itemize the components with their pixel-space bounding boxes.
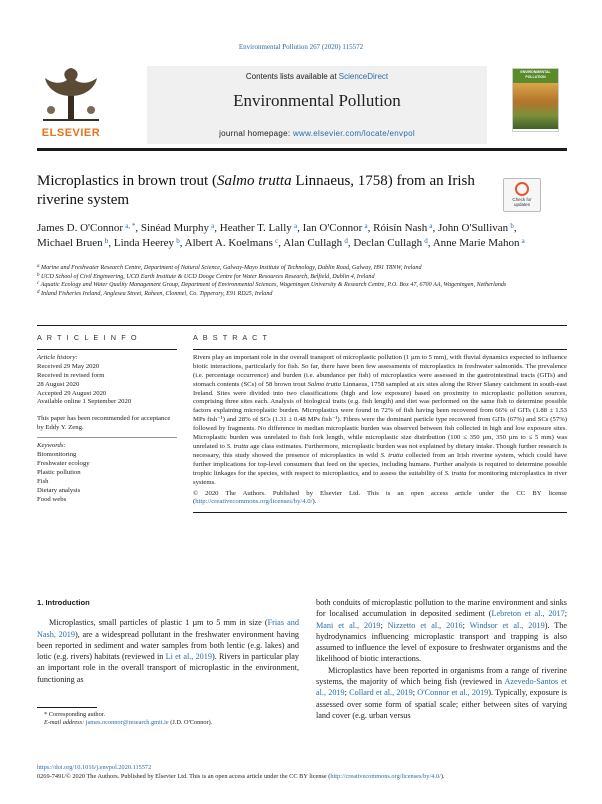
ref-li-link[interactable]: Li et al., 2019 — [165, 652, 212, 662]
author-list: James D. O'Connor $^{a, *}$, Sinéad Murphy $^a$, Heather T. Lally $^a$, Ian O'Connor $^a$, Róisín Nash $^a$, John O'Sullivan $^b$, Michael Bruen $^b$, Linda Heerey $^b$, Albert A. Koelmans $^c$, Alan Cullagh $^d$, Declan Cullagh $^d$, Anne Marie Mahon $^a$ — [37, 222, 525, 249]
keyword[interactable]: Fish — [37, 477, 49, 485]
abstract-species-1: Salmo trutta — [307, 380, 341, 388]
ref-separator: ; — [344, 688, 350, 698]
intro-r1-a: both conduits of microplastic pollution to the marine environment and sinks for localised accumulation in deposited sediment ( — [316, 598, 567, 619]
ref-oconnor-link[interactable]: O'Connor et al., 2019 — [417, 688, 489, 698]
email-label: E-mail address: — [44, 719, 86, 727]
affiliation-marker: a — [37, 264, 40, 269]
homepage-link[interactable]: www.elsevier.com/locate/envpol — [292, 129, 415, 138]
ref-separator: ; — [462, 620, 470, 630]
author-name: Alan Cullagh — [283, 237, 343, 249]
history-item: Received in revised form — [37, 371, 105, 379]
affiliation — [37, 281, 557, 290]
title-species: Salmo trutta — [216, 173, 292, 189]
author[interactable] — [185, 237, 279, 249]
ref-separator: ; — [412, 688, 418, 698]
keywords-label: Keywords: — [37, 442, 66, 450]
keyword[interactable]: Plastic pollution — [37, 468, 81, 476]
journal-title: Environmental Pollution — [233, 91, 401, 110]
keywords-rule — [37, 437, 177, 438]
contents-prefix: Contents lists available at — [245, 72, 339, 81]
introduction-heading: 1. Introduction — [37, 598, 90, 607]
email-line — [44, 719, 284, 727]
abstract-text-1: Rivers play an important role in the overall transport of microplastic pollution (1 µm to 5 mm), with fluvial dynamics expected to influence biotic interactions, particularly for fish. So far, there have been few assessments of microplastics in freshwater salmonids. The prevalence (i.e. percentage occurrence) and burden (i.e. abundance per fish) of microplastics were assessed in the gastrointestinal tracts (GITs) and stomach contents (SCs) of 58 brown trout — [193, 353, 567, 388]
intro-p1-b: ), are a widespread pollutant in the freshwater environment having been reported in sediment and water samples from both lentic (e.g. lakes) and lotic (e.g. rivers) habitats (reviewed in — [37, 629, 300, 662]
ref-azevedo-santos-link[interactable]: Azevedo-Santos et al., 2019 — [316, 677, 567, 698]
journal-cover-image[interactable] — [512, 68, 559, 132]
abstract-text-3: age class estimates. Furthermore, microplastic burden was not explained by dietary intake. Though further research is necessary, this study showed the presence of microplastics in wild — [193, 442, 567, 459]
abstract-species-2: S. trutta — [226, 442, 249, 450]
cover-art — [513, 83, 558, 129]
author-affiliation-marker[interactable]: d — [344, 237, 348, 245]
journal-citation[interactable]: Environmental Pollution 267 (2020) 115572 — [238, 43, 364, 51]
elsevier-wordmark: ELSEVIER — [41, 127, 101, 139]
page-footer — [37, 764, 567, 781]
author-name: Declan Cullagh — [353, 237, 423, 249]
author-affiliation-marker[interactable]: d — [424, 237, 428, 245]
affiliation-text: UCD School of Civil Engineering, UCD Earth Institute & UCD Dooge Centre for Water Resources Research, Belfield, Dublin 4, Ireland — [41, 273, 375, 280]
author-name: Ian O'Connor — [302, 222, 363, 234]
author-name: James D. O'Connor — [37, 222, 124, 234]
abstract-species-4: S. trutta — [444, 469, 467, 477]
license-prefix: © 2020 The Authors. Published by Elsevier Ltd. This is an open access article under the CC BY license ( — [193, 489, 567, 506]
author[interactable] — [220, 222, 297, 234]
keyword[interactable]: Dietary analysis — [37, 486, 81, 494]
keyword[interactable]: Biomonitoring — [37, 451, 77, 459]
check-updates-label: Check for updates — [512, 197, 532, 207]
abstract-rule — [193, 349, 567, 350]
author-affiliation-marker[interactable]: b — [510, 222, 514, 230]
author-name: Heather T. Lally — [219, 222, 292, 234]
ref-lebreton-link[interactable]: Lebreton et al., 2017 — [491, 609, 565, 619]
affiliation-marker: b — [37, 272, 40, 278]
history-label: Article history: — [37, 353, 78, 361]
article-info-heading: A R T I C L E I N F O — [37, 333, 139, 342]
author-name: Michael Bruen — [37, 237, 103, 249]
affiliation — [37, 290, 557, 299]
abstract-heading: A B S T R A C T — [193, 333, 269, 342]
license-link[interactable]: http://creativecommons.org/licenses/by/4.0/ — [195, 498, 313, 506]
ref-separator: ; — [564, 609, 567, 619]
body-column-left — [37, 597, 299, 685]
article-title — [37, 172, 477, 210]
affiliation — [37, 273, 557, 282]
author[interactable] — [303, 222, 368, 234]
author-affiliation-marker[interactable]: b — [104, 237, 109, 245]
corresponding-author-note: * Corresponding author. — [44, 711, 106, 718]
doi-link[interactable]: https://doi.org/10.1016/j.envpol.2020.115572 — [37, 764, 152, 771]
author-name: Anne Marie Mahon — [432, 237, 520, 249]
affiliation-text: Aquatic Ecology and Water Quality Management Group, Department of Environmental Sciences, Wageningen University & Research Centre, P.O. Box 47, 6700 AA, Wageningen, Netherlands — [40, 282, 507, 289]
intro-r2-b: ). Typically, exposure is assessed over some form of spatial scale; either between sites of varying land cover (e.g. urban versus — [316, 688, 567, 720]
ref-collard-link[interactable]: Collard et al., 2019 — [349, 688, 413, 698]
author-name: Sinéad Murphy — [140, 222, 209, 234]
recommendation-note: This paper has been recommended for acceptance by Eddy Y. Zeng. — [37, 415, 171, 432]
abstract-text-2: Linnaeus, 1758 sampled at six sites along the River Slaney catchment in south-east Ireland. Sites were divided into two classifications (high and low exposure) based on proximity to microplastic pollution sources, comprising three sites each. Analysis of biological traits (e.g. fish length) and diet was performed on the same fish to determine possible factors explaining microplastic burden. Microplastics were found in 72% of fish having been recovered from 66% of GITs (1.88 ± 1.53 MPs fish⁻¹) and 28% of SCs (1.31 ± 0.48 MPs fish⁻¹). Fibres were the dominant particle type recovered from GITs (67%) and SCs (57%) followed by fragments. No difference in median microplastic burden was observed between fish collected in high and low exposure sites. Microplastic burden was unrelated to fish fork length, while microplastic size distribution (100 ≤ 350 µm, 350 µm to ≤ 5 mm) was unrelated to — [193, 380, 567, 450]
author-affiliation-marker[interactable]: a — [293, 222, 298, 230]
homepage-line — [147, 129, 487, 138]
affiliation-list — [37, 264, 557, 298]
article-info-rule — [37, 349, 177, 350]
contents-line — [147, 72, 487, 81]
author[interactable] — [353, 237, 427, 249]
sciencedirect-link[interactable]: ScienceDirect — [338, 72, 389, 81]
ref-windsor-link[interactable]: Windsor et al., 2019 — [469, 620, 545, 630]
email-link[interactable]: james.oconnor@research.gmit.ie — [85, 719, 169, 727]
abstract-text — [193, 354, 567, 488]
abstract-species-3: S. trutta — [380, 451, 404, 459]
intro-r1-b: ). The hydrodynamics influencing microplastic transport and trapping is also assumed to influence the level of exposure to freshwater organisms and the likelihood of biotic interactions. — [316, 620, 567, 664]
author-affiliation-marker[interactable]: a — [211, 222, 215, 230]
author[interactable] — [283, 237, 348, 249]
keyword[interactable]: Food webs — [37, 495, 67, 503]
intro-p1-a: Microplastics, small particles of plastic 1 µm to 5 mm in size ( — [49, 618, 268, 628]
elsevier-tree-icon — [37, 66, 105, 126]
affiliation-text: Marine and Freshwater Research Centre, Department of Natural Science, Galway-Mayo Institute of Technology, Dublin Road, Galway, H91 T8NW, Ireland — [41, 265, 422, 271]
keywords-list — [37, 451, 177, 504]
author-name: John O'Sullivan — [438, 222, 509, 234]
elsevier-logo[interactable] — [37, 66, 105, 144]
history-item: Received 29 May 2020 — [37, 362, 100, 370]
affiliation-text: Inland Fisheries Ireland, Anglesea Street, Raheen, Clonmel, Co. Tipperary, E91 RD25, Ireland — [41, 290, 273, 297]
history-item: Accepted 29 August 2020 — [37, 389, 107, 397]
footnote-rule — [37, 707, 97, 708]
abstract-license — [193, 490, 567, 508]
author-affiliation-marker[interactable]: a — [364, 222, 368, 230]
email-suffix: (J.D. O'Connor). — [168, 719, 213, 727]
footer-license-line — [37, 773, 567, 782]
affiliation-marker: d — [37, 289, 40, 295]
ref-separator: ; — [380, 620, 388, 630]
author-name: Linda Heerey — [113, 237, 175, 249]
author-affiliation-marker[interactable]: a — [521, 237, 525, 245]
journal-masthead — [147, 66, 487, 144]
check-for-updates-button[interactable] — [503, 178, 541, 212]
abstract-column — [193, 334, 567, 517]
keyword[interactable]: Freshwater ecology — [37, 459, 90, 467]
author[interactable] — [438, 222, 514, 234]
author-affiliation-marker[interactable]: a, * — [125, 222, 136, 230]
intro-paragraph-2 — [316, 665, 567, 721]
journal-header — [37, 66, 567, 144]
homepage-prefix: journal homepage: — [219, 129, 293, 138]
author[interactable] — [37, 222, 135, 234]
intro-paragraph-1 — [37, 617, 299, 685]
body-column-right — [316, 597, 567, 721]
ref-nizzetto-link[interactable]: Nizzetto et al., 2016 — [387, 620, 463, 630]
author[interactable] — [141, 222, 214, 234]
check-updates-icon — [515, 182, 529, 196]
intro-r2-a: Microplastics have been reported in organisms from a range of riverine systems, the majority of which being fish (reviewed in — [316, 665, 567, 687]
author-affiliation-marker[interactable]: c — [275, 237, 279, 245]
intro-p1-c: ). Rivers in particular play an important role in the overall transport of microplastic in the environment, functioning as — [37, 652, 299, 684]
author-name: Albert A. Koelmans — [184, 237, 273, 249]
history-list — [37, 363, 177, 408]
author[interactable] — [373, 222, 432, 234]
history-item: Available online 1 September 2020 — [37, 398, 132, 406]
title-part1: Microplastics in brown trout ( — [37, 173, 217, 189]
affiliation — [37, 264, 557, 273]
footer-license-link[interactable]: http://creativecommons.org/licenses/by/4.0/ — [330, 772, 441, 780]
footer-license-suffix: ). — [440, 772, 445, 780]
affiliation-marker: c — [37, 281, 40, 287]
author-affiliation-marker[interactable]: b — [176, 237, 180, 245]
author[interactable] — [114, 237, 180, 249]
abstract-bottom-rule — [193, 512, 567, 513]
author-affiliation-marker[interactable]: a — [429, 222, 433, 230]
ref-frias-nash-link[interactable]: Frias and Nash, 2019 — [37, 618, 299, 639]
author[interactable] — [37, 237, 108, 249]
history-item: 28 August 2020 — [37, 380, 80, 388]
footnote — [44, 711, 284, 728]
article-info-column — [37, 334, 177, 505]
intro-paragraph-1-continued — [316, 597, 567, 665]
abstract-text-4: collected from an Irish riverine system, which could have further implications for top-level consumers that feed on the species, including humans. Further analysis is required to determine possible trophic linkages for the species, with respect to microplastics, and to assess the suitability of — [193, 451, 567, 477]
ref-mani-link[interactable]: Mani et al., 2019 — [316, 620, 381, 630]
footer-license-prefix: 0269-7491/© 2020 The Authors. Published by Elsevier Ltd. This is an open access article under the CC BY license ( — [37, 772, 331, 780]
title-part2: Linnaeus, 1758) from an Irish riverine system — [37, 173, 475, 208]
affiliations-rule — [37, 325, 567, 326]
abstract-text-5: for monitoring microplastics in river systems. — [193, 469, 567, 486]
author-name: Róisín Nash — [373, 222, 428, 234]
author[interactable] — [433, 237, 525, 249]
license-suffix: ). — [312, 498, 317, 506]
cover-title: ENVIRONMENTAL POLLUTION — [513, 69, 558, 83]
header-rule — [37, 148, 567, 151]
